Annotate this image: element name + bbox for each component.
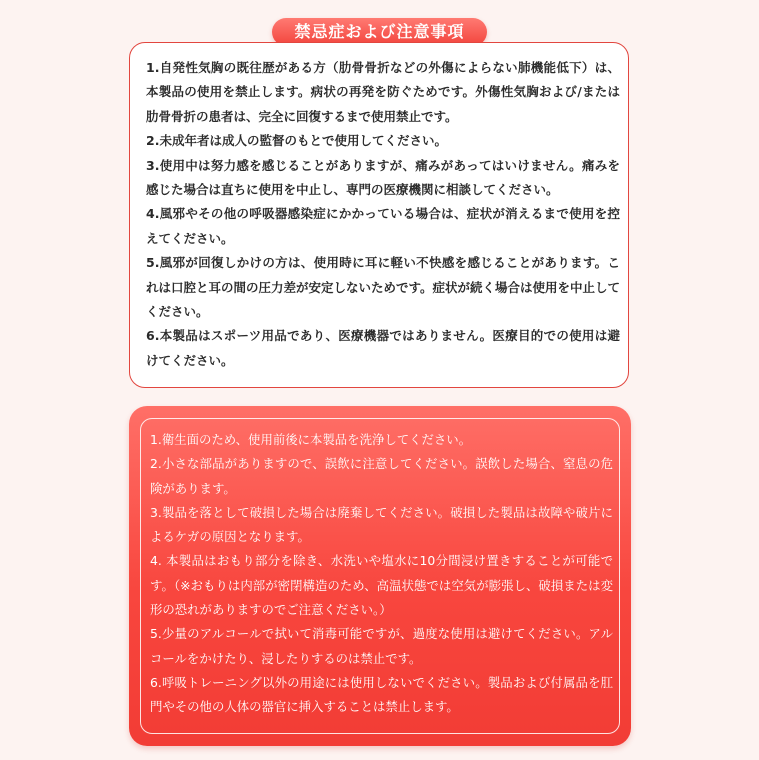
contraindication-item-4: 4.風邪やその他の呼吸器感染症にかかっている場合は、症状が消えるまで使用を控えてください。 [146, 206, 620, 246]
precaution-item-1: 1.衛生面のため、使用前後に本製品を洗浄してください。 [150, 432, 472, 447]
precautions-card [129, 406, 631, 746]
section-title: 禁忌症および注意事項 [272, 18, 487, 46]
contraindication-item-2: 2.未成年者は成人の監督のもとで使用してください。 [146, 133, 447, 149]
precautions-frame [140, 418, 620, 734]
precaution-item-2: 2.小さな部品がありますので、誤飲に注意してください。誤飲した場合、窒息の危険があります。 [150, 456, 613, 496]
precaution-item-4: 4. 本製品はおもり部分を除き、水洗いや塩水に10分間浸け置きすることが可能です。（※おもりは内部が密閉構造のため、高温状態では空気が膨張し、破損または変形の恐れがありますのでご注意ください。） [150, 553, 613, 618]
precaution-item-6: 6.呼吸トレーニング以外の用途には使用しないでください。製品および付属品を肛門やその他の人体の器官に挿入することは禁止します。 [150, 674, 613, 715]
contraindication-item-5: 5.風邪が回復しかけの方は、使用時に耳に軽い不快感を感じることがあります。これは口腔と耳の間の圧力差が安定しないためです。症状が続く場合は使用を中止してください。 [146, 255, 621, 320]
precaution-item-3: 3.製品を落として破損した場合は廃棄してください。破損した製品は故障や破片によるケガの原因となります。 [150, 504, 613, 545]
contraindication-item-6: 6.本製品はスポーツ用品であり、医療機器ではありません。医療目的での使用は避けてください。 [146, 328, 620, 368]
contraindications-card [129, 42, 629, 388]
contraindication-item-1: 1.自発性気胸の既往歴がある方（肋骨骨折などの外傷によらない肺機能低下）は、本製品の使用を禁止します。病状の再発を防ぐためです。外傷性気胸および/または肋骨骨折の患者は、完全に回復するまで使用禁止です。 [146, 60, 620, 124]
contraindication-item-3: 3.使用中は努力感を感じることがありますが、痛みがあってはいけません。痛みを感じた場合は直ちに使用を中止し、専門の医療機関に相談してください。 [146, 157, 620, 198]
precaution-item-5: 5.少量のアルコールで拭いて消毒可能ですが、過度な使用は避けてください。アルコールをかけたり、浸したりするのは禁止です。 [150, 626, 613, 666]
